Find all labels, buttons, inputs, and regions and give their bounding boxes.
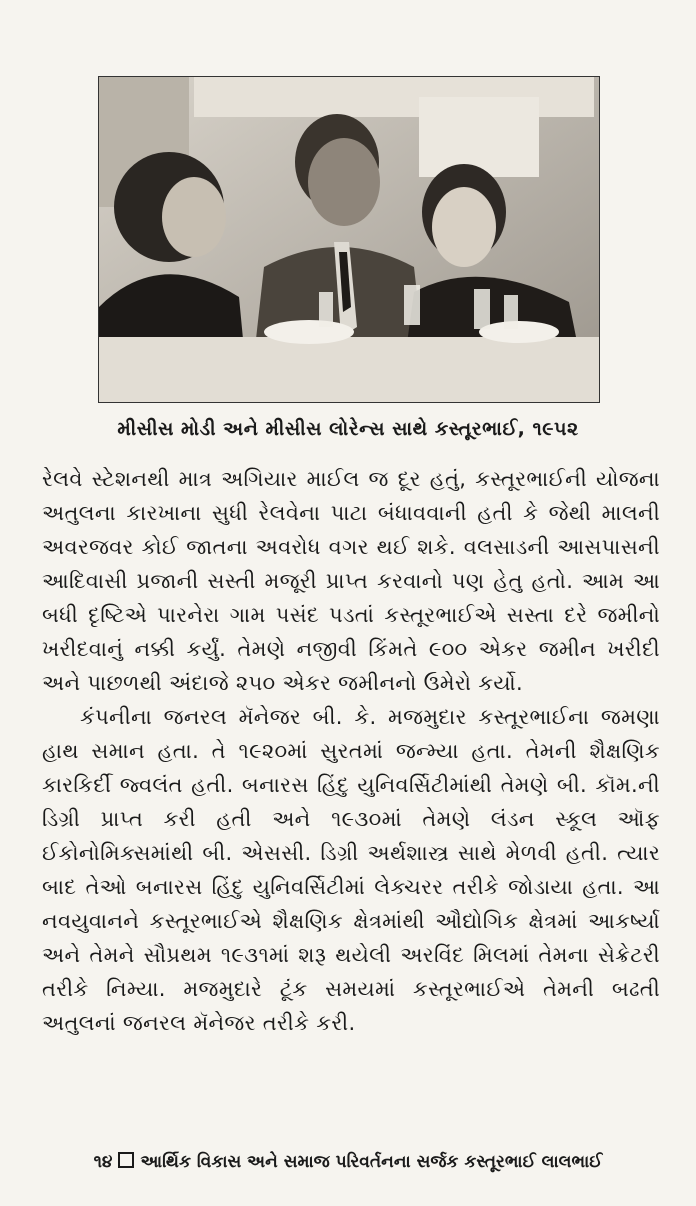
paragraph: કંપનીના જનરલ મૅનેજર બી. કે. મજમુદાર કસ્તૂરભાઈના જમણા હાથ સમાન હતા. તે ૧૯૨૦માં સુરતમાં જન્મ્યા હતા. તેમની શૈક્ષણિક કારકિર્દી જ્વલંત હતી. બનારસ હિંદુ યુનિવર્સિટીમાંથી તેમણે બી. કૉમ.ની ડિગ્રી પ્રાપ્ત કરી હતી અને ૧૯૩૦માં તેમણે લંડન સ્કૂલ ઑફ ઈકોનોમિક્સમાંથી બી. એસસી. ડિગ્રી અર્થશાસ્ત્ર સાથે મેળવી હતી. ત્યાર બાદ તેઓ બનારસ હિંદુ યુનિવર્સિટીમાં લેક્ચરર તરીકે જોડાયા હતા. આ નવયુવાનને કસ્તૂરભાઈએ શૈક્ષણિક ક્ષેત્રમાંથી ઔદ્યોગિક ક્ષેત્રમાં આકર્ષ્યા અને તેમને સૌપ્રથમ ૧૯૩૧માં શરૂ થયેલી અરવિંદ મિલમાં તેમના સેક્રેટરી તરીકે નિમ્યા. મજમુદારે ટૂંક સમયમાં કસ્તૂરભાઈએ તેમની બઢતી અતુલનાં જનરલ મૅનેજર તરીકે કરી. (42, 705, 660, 1035)
square-bullet-icon (118, 1152, 134, 1168)
article-body (42, 462, 660, 1040)
page-footer (0, 1152, 696, 1172)
paragraph: રેલવે સ્ટેશનથી માત્ર અગિયાર માઈલ જ દૂર હતું, કસ્તૂરભાઈની યોજના અતુલના કારખાના સુધી રેલવેના પાટા બંધાવવાની હતી કે જેથી માલની અવરજવર કોઈ જાતના અવરોધ વગર થઈ શકે. વલસાડની આસપાસની આદિવાસી પ્રજાની સસ્તી મજૂરી પ્રાપ્ત કરવાનો પણ હેતુ હતો. આમ આ બધી દૃષ્ટિએ પારનેરા ગામ પસંદ પડતાં કસ્તૂરભાઈએ સસ્તા દરે જમીનો ખરીદવાનું નક્કી કર્યું. તેમણે નજીવી કિંમતે ૯૦૦ એકર જમીન ખરીદી અને પાછળથી અંદાજે ૨૫૦ એકર જમીનનો ઉમેરો કર્યો. (42, 467, 660, 695)
book-title: આર્થિક વિકાસ અને સમાજ પરિવર્તનના સર્જક કસ્તૂરભાઈ લાલભાઈ (140, 1152, 603, 1172)
page-number: ૧૪ (93, 1152, 113, 1172)
historical-photograph (98, 76, 600, 403)
photo-caption: મીસીસ મોડી અને મીસીસ લોરેન્સ સાથે કસ્તૂરભાઈ, ૧૯૫૨ (117, 418, 579, 440)
photograph-icon (99, 77, 599, 402)
